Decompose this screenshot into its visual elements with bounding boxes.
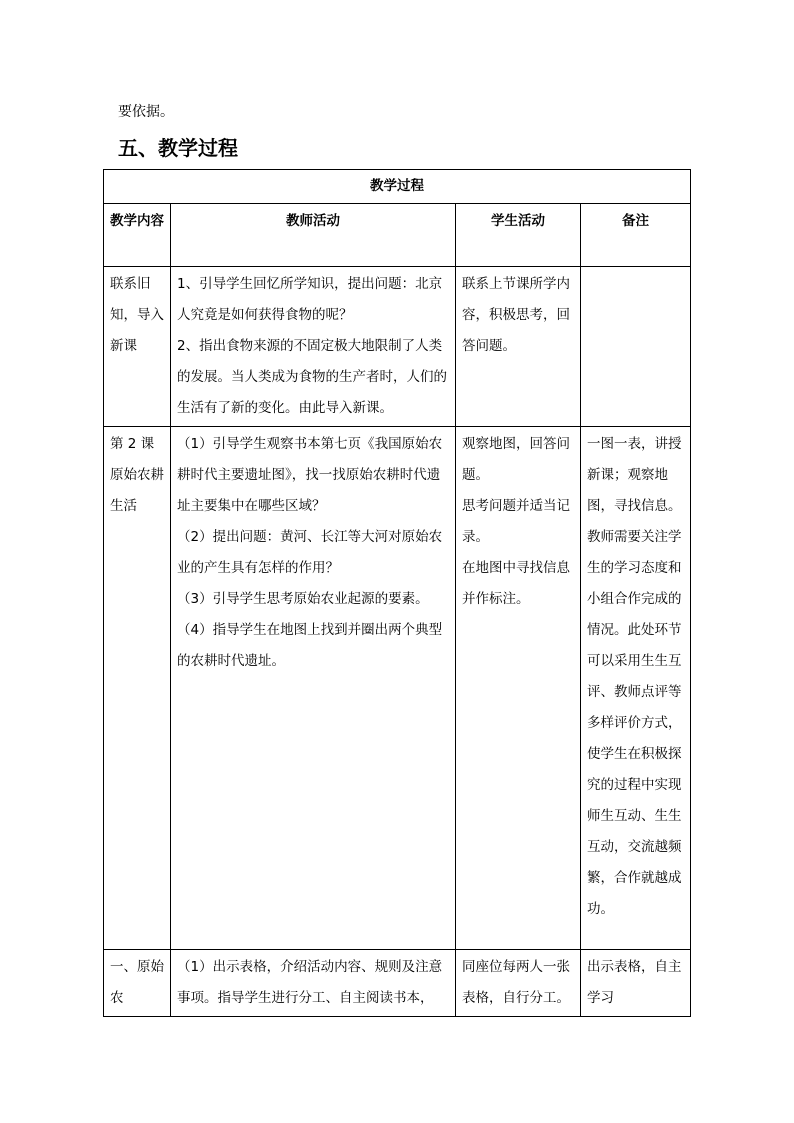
student-paragraph: 联系上节课所学内容，积极思考，回答问题。 (462, 276, 570, 354)
teacher-paragraph: 1、引导学生回忆所学知识，提出问题：北京人究竟是如何获得食物的呢？ (177, 276, 443, 323)
teacher-paragraph: （4）指导学生在地图上找到并圈出两个典型的农耕时代遗址。 (177, 622, 443, 669)
teacher-paragraph: （2）提出问题：黄河、长江等大河对原始农业的产生具有怎样的作用？ (177, 529, 443, 576)
student-paragraph: 思考问题并适当记录。 (462, 498, 570, 545)
header-student-activity: 学生活动 (456, 204, 581, 267)
row-teacher-cell (171, 950, 456, 1017)
table-caption: 教学过程 (104, 170, 691, 204)
table-caption-row (104, 170, 691, 204)
row-note-cell (581, 267, 691, 427)
teacher-paragraph: （3）引导学生思考原始农业起源的要素。 (177, 591, 429, 607)
row-student-cell (456, 950, 581, 1017)
note-paragraph: 出示表格，自主学习 (587, 959, 682, 1006)
row-teacher-cell (171, 427, 456, 950)
row-content-cell: 一、原始农 (104, 950, 171, 1017)
teaching-process-table (103, 169, 691, 1017)
row-content-cell: 联系旧知，导入新课 (104, 267, 171, 427)
header-teacher-activity: 教师活动 (171, 204, 456, 267)
table-row (104, 427, 691, 950)
teacher-paragraph: （1）出示表格，介绍活动内容、规则及注意事项。指导学生进行分工、自主阅读书本， (177, 959, 443, 1006)
header-note: 备注 (581, 204, 691, 267)
student-paragraph: 同座位每两人一张表格，自行分工。 (462, 959, 570, 1006)
table-header-row (104, 204, 691, 267)
row-note-cell (581, 427, 691, 950)
row-note-cell (581, 950, 691, 1017)
row-student-cell (456, 267, 581, 427)
row-student-cell (456, 427, 581, 950)
table-row (104, 950, 691, 1017)
student-paragraph: 在地图中寻找信息并作标注。 (462, 560, 570, 607)
teacher-paragraph: 2、指出食物来源的不固定极大地限制了人类的发展。当人类成为食物的生产者时，人们的生活有了新的变化。由此导入新课。 (177, 338, 447, 416)
table-row (104, 267, 691, 427)
teacher-paragraph: （1）引导学生观察书本第七页《我国原始农耕时代主要遗址图》，找一找原始农耕时代遗址主要集中在哪些区域？ (177, 436, 443, 514)
header-content: 教学内容 (104, 204, 171, 267)
section-title: 五、教学过程 (118, 136, 238, 160)
student-paragraph: 观察地图，回答问题。 (462, 436, 570, 483)
note-paragraph: 教师需要关注学生的学习态度和小组合作完成的情况。此处环节可以采用生生互评、教师点评等多样评价方式，使学生在积极探究的过程中实现师生互动、生生互动，交流越频繁，合作就越成功。 (587, 529, 682, 917)
note-paragraph: 一图一表，讲授新课；观察地图，寻找信息。 (587, 436, 682, 514)
row-teacher-cell (171, 267, 456, 427)
intro-text: 要依据。 (118, 104, 174, 120)
row-content-cell: 第 2 课原始农耕生活 (104, 427, 171, 950)
